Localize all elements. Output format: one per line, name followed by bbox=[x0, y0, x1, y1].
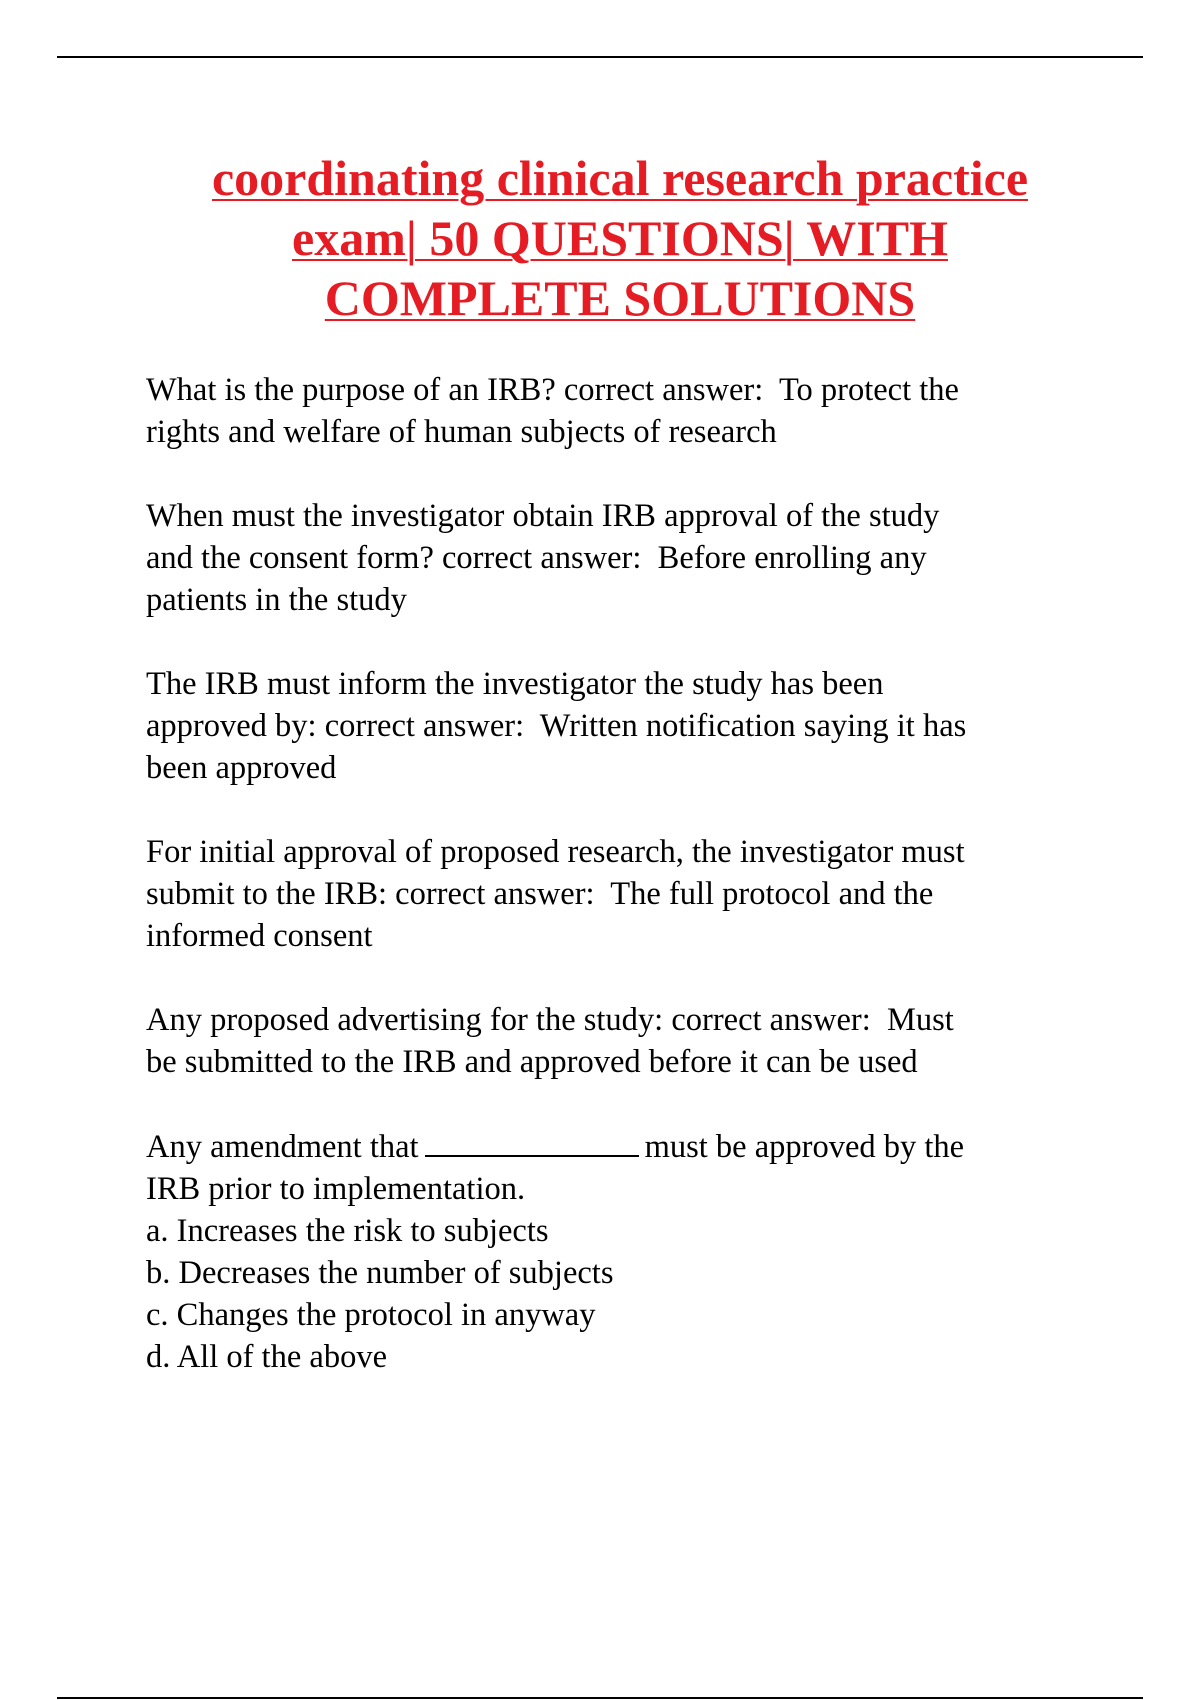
qa-item-1 bbox=[146, 369, 1066, 453]
qa-line: When must the investigator obtain IRB approval of the study bbox=[146, 498, 940, 534]
qa-line: submit to the IRB: correct answer: The full protocol and the bbox=[146, 876, 934, 912]
qa-line: approved by: correct answer: Written notification saying it has bbox=[146, 708, 967, 744]
bottom-rule bbox=[57, 1697, 1143, 1699]
mc-stem-line-2: IRB prior to implementation. bbox=[146, 1171, 526, 1207]
qa-line: For initial approval of proposed research, the investigator must bbox=[146, 834, 965, 870]
qa-line: The IRB must inform the investigator the study has been bbox=[146, 666, 884, 702]
qa-item-3 bbox=[146, 663, 1066, 789]
qa-line: be submitted to the IRB and approved before it can be used bbox=[146, 1044, 918, 1080]
title-line-2: exam| 50 QUESTIONS| WITH bbox=[292, 210, 948, 266]
qa-item-2 bbox=[146, 495, 1066, 621]
qa-line: been approved bbox=[146, 750, 337, 786]
qa-line: informed consent bbox=[146, 918, 373, 954]
mc-option-d: d. All of the above bbox=[146, 1339, 387, 1375]
qa-item-5 bbox=[146, 999, 1066, 1083]
qa-line: patients in the study bbox=[146, 582, 407, 618]
qa-line: rights and welfare of human subjects of research bbox=[146, 414, 777, 450]
mc-stem-after-blank: must be approved by the bbox=[644, 1129, 965, 1165]
mc-option-c: c. Changes the protocol in anyway bbox=[146, 1297, 596, 1333]
fill-in-blank bbox=[425, 1125, 639, 1157]
title-line-3: COMPLETE SOLUTIONS bbox=[324, 270, 916, 326]
document-title bbox=[120, 148, 1120, 328]
title-line-1: coordinating clinical research practice bbox=[211, 150, 1029, 206]
mc-option-b: b. Decreases the number of subjects bbox=[146, 1255, 614, 1291]
qa-line: Any proposed advertising for the study: correct answer: Must bbox=[146, 1002, 954, 1038]
mc-stem-before-blank: Any amendment that bbox=[146, 1129, 419, 1165]
qa-item-4 bbox=[146, 831, 1066, 957]
top-rule bbox=[57, 56, 1143, 58]
mc-option-a: a. Increases the risk to subjects bbox=[146, 1213, 549, 1249]
qa-line: and the consent form? correct answer: Before enrolling any bbox=[146, 540, 927, 576]
multiple-choice-question bbox=[146, 1125, 1066, 1378]
mc-stem-line-1 bbox=[146, 1125, 1066, 1168]
qa-line: What is the purpose of an IRB? correct answer: To protect the bbox=[146, 372, 959, 408]
document-body bbox=[146, 369, 1066, 1378]
